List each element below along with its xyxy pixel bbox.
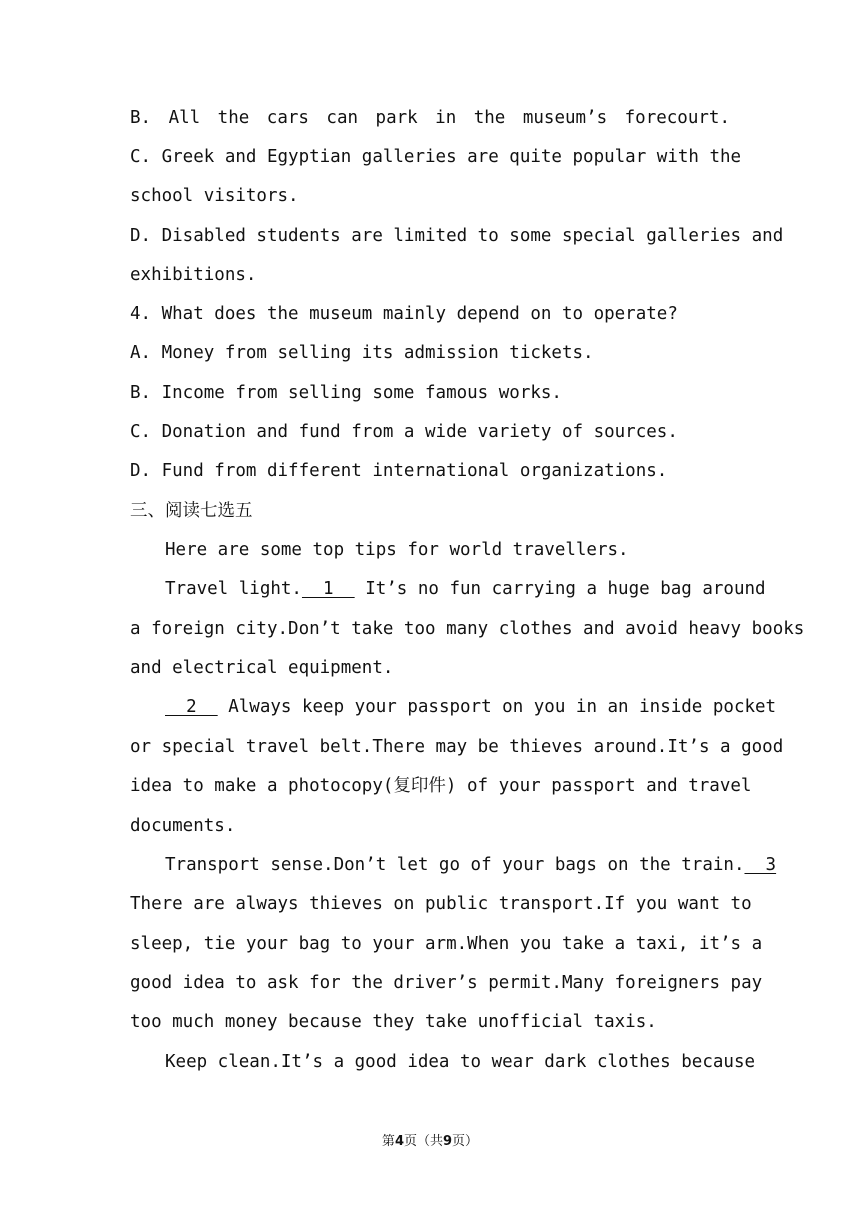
- q4-option-b: B. Income from selling some famous works.: [130, 383, 562, 403]
- footer-middle: 页（共: [403, 1134, 443, 1149]
- q3-option-c-line2: school visitors.: [130, 186, 299, 206]
- passage-p3-line1: [165, 853, 777, 877]
- passage-p2-line1: [165, 695, 777, 719]
- passage-p3-line4: good idea to ask for the driver’s permit.Many foreigners pay: [130, 973, 763, 993]
- footer-prefix: 第: [381, 1134, 395, 1149]
- q3-option-d-line2: exhibitions.: [130, 265, 257, 285]
- passage-p2-line4: documents.: [130, 816, 236, 836]
- q3-option-c-line1: C. Greek and Egyptian galleries are quite popular with the: [130, 147, 742, 167]
- passage-p4-line1: Keep clean.It’s a good idea to wear dark clothes because: [165, 1052, 756, 1072]
- blank-3: 3: [744, 855, 777, 875]
- page-footer: [0, 1130, 860, 1149]
- p3-start-text: Transport sense.Don’t let go of your bags on the train.: [165, 855, 745, 875]
- q4-option-a: A. Money from selling its admission tickets.: [130, 343, 594, 363]
- q3-option-b: B. All the cars can park in the museum’s forecourt.: [130, 108, 730, 128]
- passage-intro: Here are some top tips for world travellers.: [165, 540, 629, 560]
- passage-p3-line2: There are always thieves on public transport.If you want to: [130, 894, 752, 914]
- p1-start-text: Travel light.: [165, 579, 302, 599]
- footer-page-number: 4: [394, 1134, 404, 1149]
- footer-suffix: 页）: [452, 1134, 479, 1149]
- section-heading: 三、阅读七选五: [130, 501, 253, 521]
- blank-2: 2: [165, 697, 218, 717]
- p2-end-text: Always keep your passport on you in an inside pocket: [217, 697, 777, 717]
- footer-total-pages: 9: [443, 1134, 453, 1149]
- passage-p2-line3: idea to make a photocopy(复印件) of your passport and travel: [130, 776, 752, 796]
- blank-1: 1: [301, 579, 355, 599]
- passage-p2-line2: or special travel belt.There may be thieves around.It’s a good: [130, 737, 784, 757]
- q4-question: 4. What does the museum mainly depend on to operate?: [130, 304, 678, 324]
- passage-p1-line2: a foreign city.Don’t take too many clothes and avoid heavy books: [130, 619, 805, 639]
- passage-p1-line3: and electrical equipment.: [130, 658, 394, 678]
- q4-option-c: C. Donation and fund from a wide variety of sources.: [130, 422, 678, 442]
- p1-end-text: It’s no fun carrying a huge bag around: [354, 579, 766, 599]
- passage-p3-line3: sleep, tie your bag to your arm.When you take a taxi, it’s a: [130, 934, 763, 954]
- passage-p3-line5: too much money because they take unofficial taxis.: [130, 1012, 657, 1032]
- q4-option-d: D. Fund from different international organizations.: [130, 461, 668, 481]
- q3-option-d-line1: D. Disabled students are limited to some special galleries and: [130, 226, 784, 246]
- passage-p1-line1: [165, 577, 766, 601]
